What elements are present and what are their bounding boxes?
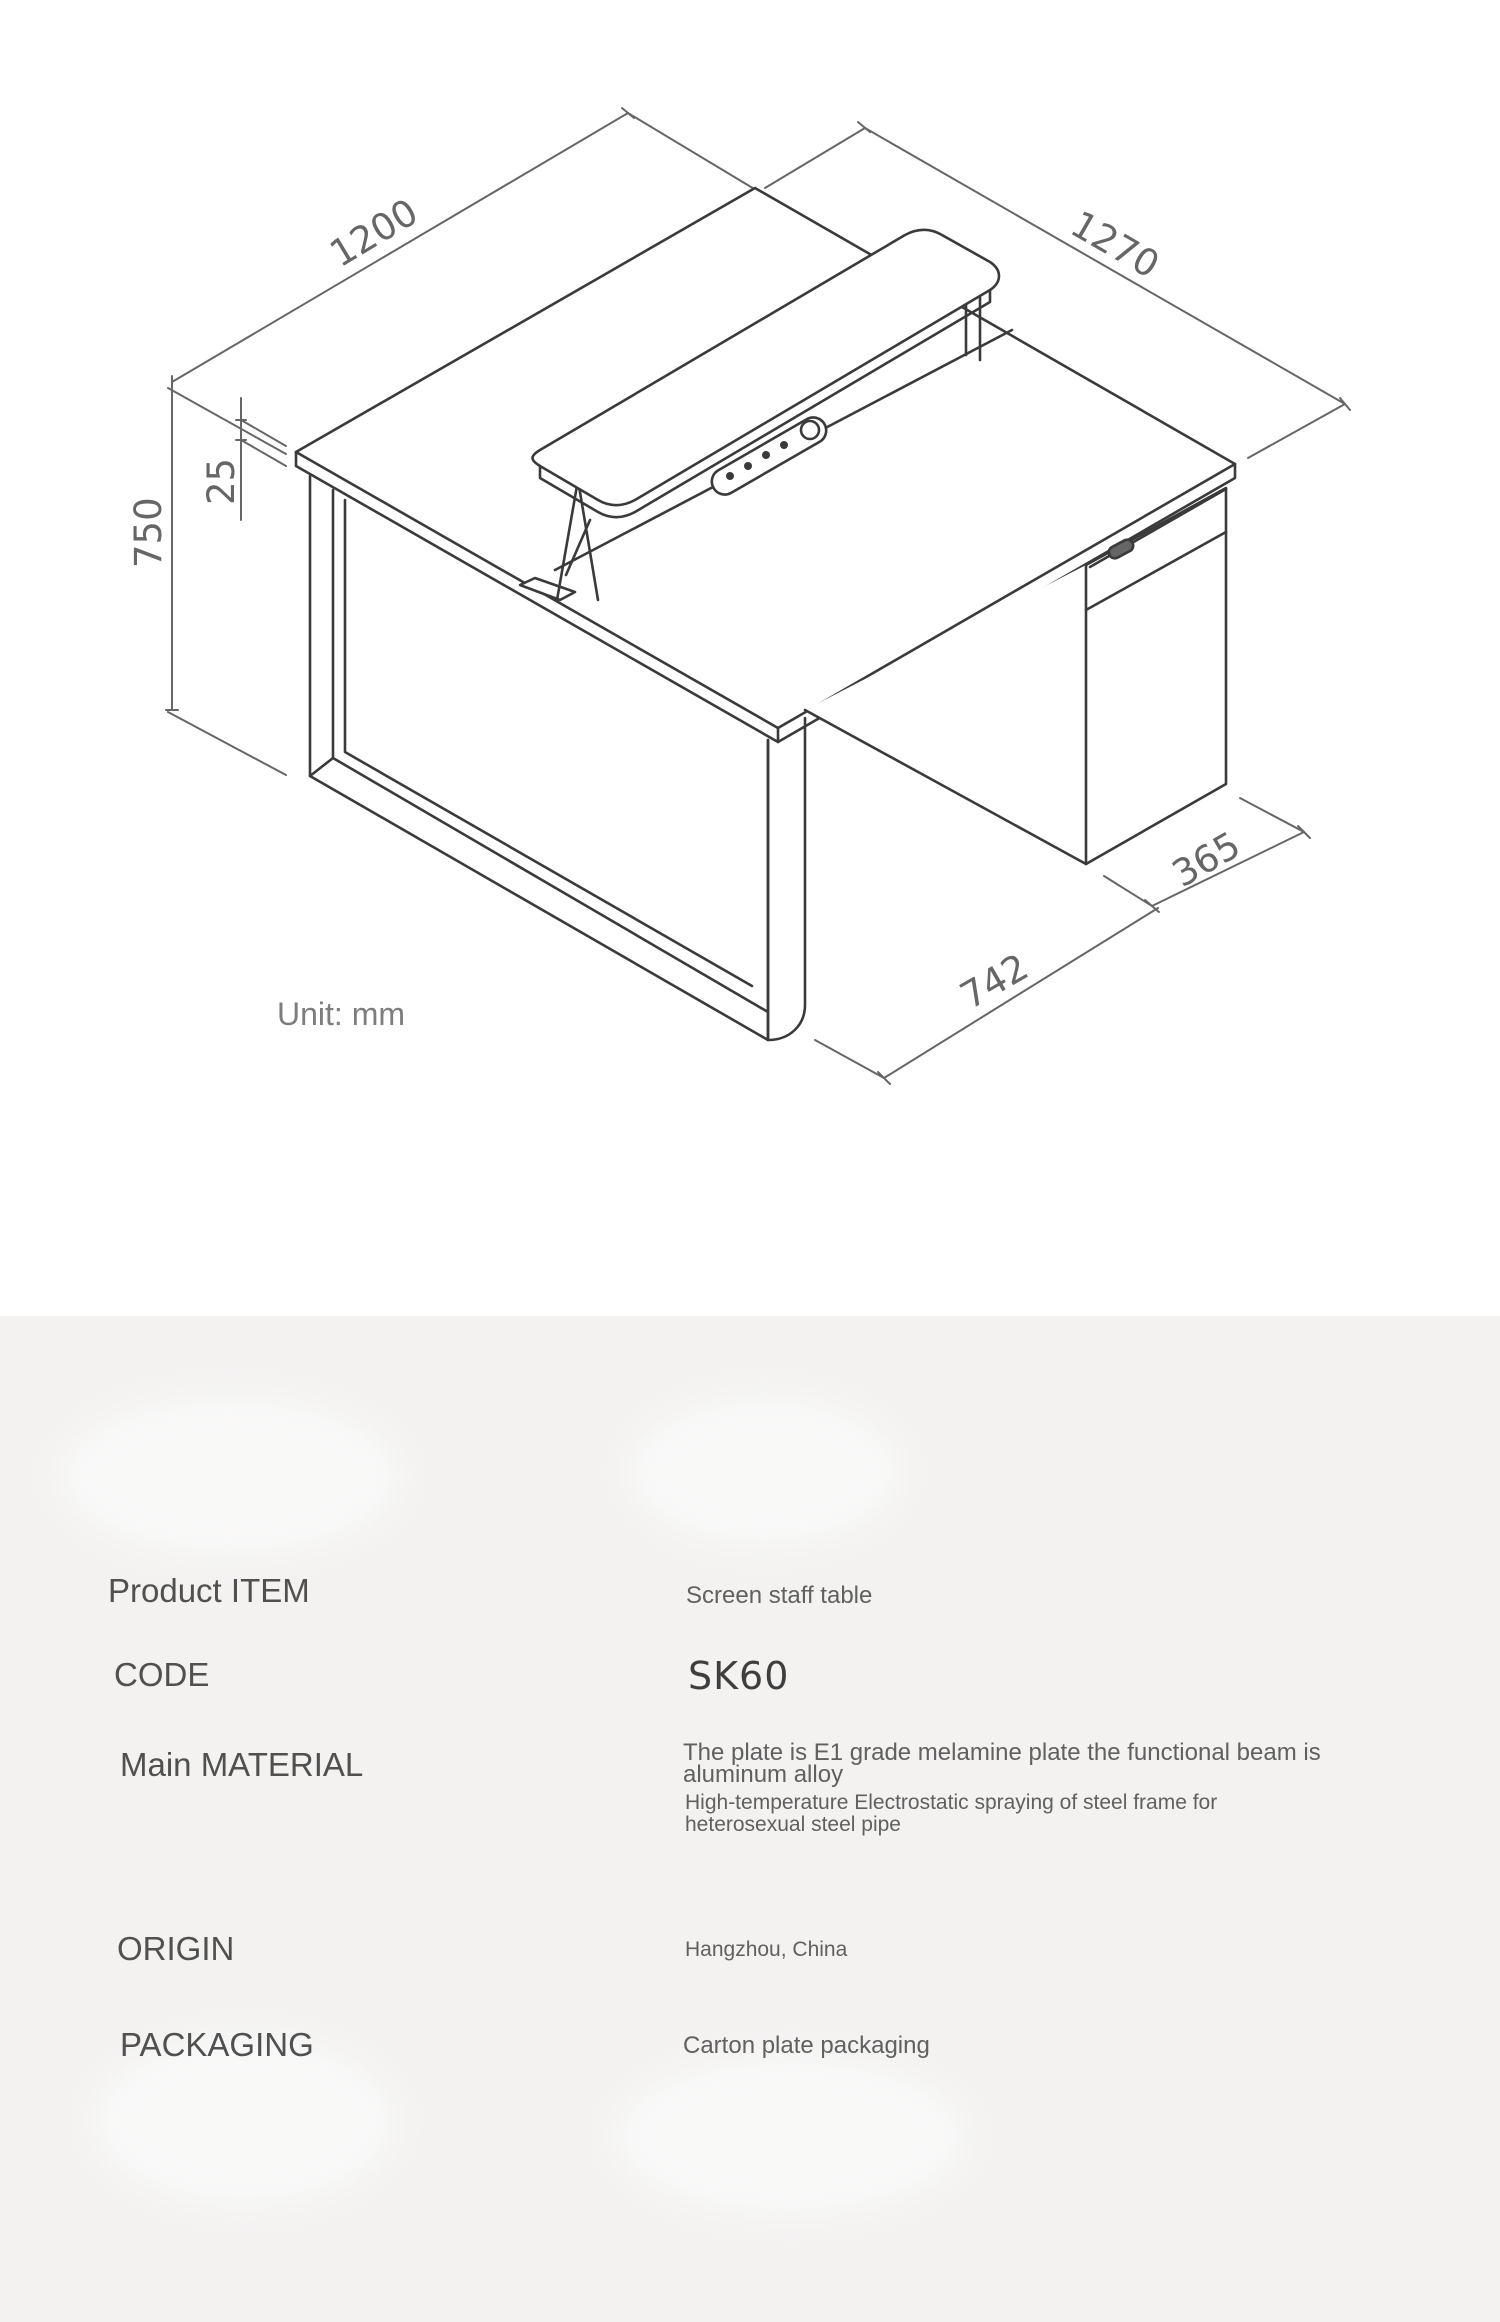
spec-value-material: The plate is E1 grade melamine plate the functional beam is aluminum alloy (683, 1739, 1321, 1788)
dim-width-label: 1200 (322, 190, 426, 276)
dim-depth-label: 1270 (1063, 202, 1167, 287)
spec-table (0, 1316, 1500, 2322)
spec-value-item: Screen staff table (686, 1582, 873, 1609)
spec-label-packaging: PACKAGING (120, 2026, 314, 2063)
unit-label: Unit: mm (277, 996, 405, 1032)
dim-cabinet-width-label: 365 (1165, 823, 1248, 896)
dim-top-thickness-label: 25 (200, 457, 243, 505)
decor-blob (615, 2056, 965, 2216)
spec-label-material: Main MATERIAL (120, 1746, 364, 1783)
spec-label-origin: ORIGIN (117, 1930, 235, 1967)
spec-label-item: Product ITEM (108, 1572, 310, 1609)
dim-height-label: 750 (127, 497, 170, 568)
spec-value-material-frame: High-temperature Electrostatic spraying of steel frame for heterosexual steel pipe (685, 1791, 1218, 1836)
spec-label-code: CODE (114, 1656, 210, 1693)
dim-front-depth-label: 742 (953, 945, 1036, 1018)
decor-blob (630, 1396, 900, 1546)
spec-value-code: SK60 (688, 1654, 790, 1698)
spec-value-origin: Hangzhou, China (685, 1938, 848, 1961)
decor-blob (60, 1396, 400, 1556)
spec-value-packaging: Carton plate packaging (683, 2032, 930, 2059)
